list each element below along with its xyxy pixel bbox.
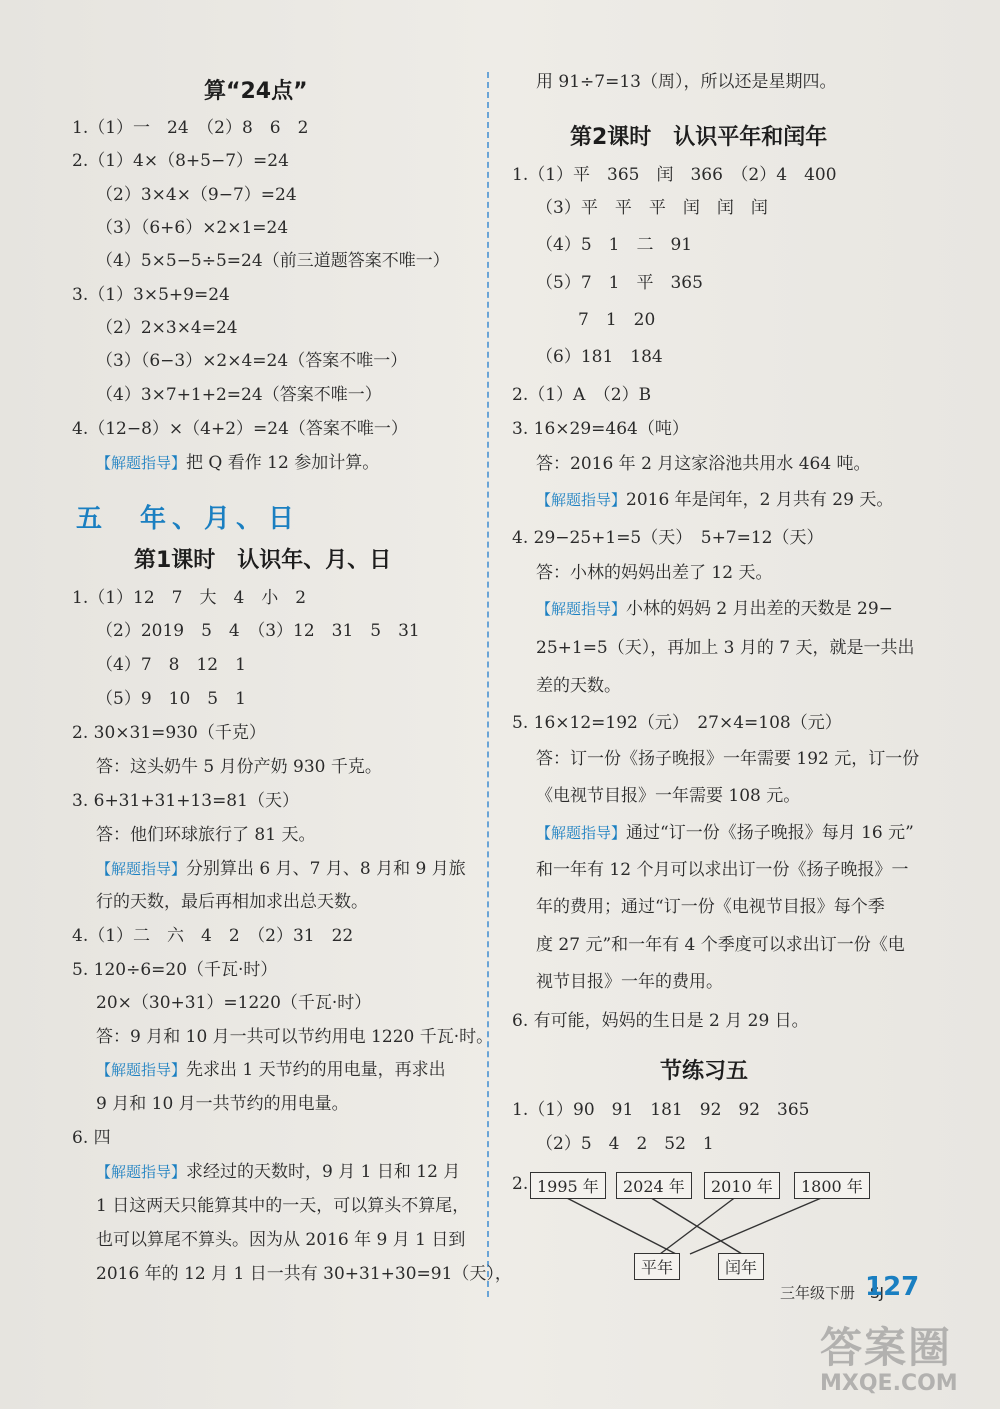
hint-text: 把 Q 看作 12 参加计算。 <box>186 453 380 473</box>
hint-text: 通过“订一份《扬子晚报》每月 16 元” <box>626 823 914 843</box>
hint-label: 【解题指导】 <box>96 1061 187 1079</box>
q2c: （3）（6+6）×2×1=24 <box>96 218 289 238</box>
l1-4: 4.（1）二 六 4 2 （2）31 22 <box>72 926 354 946</box>
lesson1-title: 第1课时 认识年、月、日 <box>134 548 392 573</box>
l1-2: 2. 30×31=930（千克） <box>72 723 266 743</box>
l1-6-hint-4: 2016 年的 12 月 1 日一共有 30+31+30=91（天）， <box>96 1264 512 1284</box>
r1c: （4）5 1 二 91 <box>536 235 693 255</box>
box-1800: 1800 年 <box>794 1172 870 1199</box>
q3c: （3）（6−3）×2×4=24（答案不唯一） <box>96 351 408 371</box>
box-2010: 2010 年 <box>704 1172 780 1199</box>
l1-6: 6. 四 <box>72 1128 111 1148</box>
r4-hint-3: 差的天数。 <box>536 676 621 696</box>
l1-5-answer: 答：9 月和 10 月一共可以节约用电 1220 千瓦·时。 <box>96 1027 494 1047</box>
hint-text: 小林的妈妈 2 月出差的天数是 29− <box>626 599 893 619</box>
q3a: 3.（1）3×5+9=24 <box>72 285 230 305</box>
r5-hint-5: 视节目报》一年的费用。 <box>536 972 723 992</box>
q4: 4.（12−8）×（4+2）=24（答案不唯一） <box>72 419 408 439</box>
page-number: 127 <box>865 1272 920 1302</box>
l1-6-hint-2: 1 日这两天只能算其中的一天，可以算头不算尾， <box>96 1196 470 1216</box>
hint-text: 2016 年是闰年，2 月共有 29 天。 <box>626 490 894 510</box>
box-2024: 2024 年 <box>616 1172 692 1199</box>
hint-label: 【解题指导】 <box>536 491 627 509</box>
q1: 1.（1）一 24 （2）8 6 2 <box>72 118 309 138</box>
r6: 6. 有可能，妈妈的生日是 2 月 29 日。 <box>512 1011 809 1031</box>
r4-answer: 答：小林的妈妈出差了 12 天。 <box>536 563 773 583</box>
hint-text: 先求出 1 天节约的用电量，再求出 <box>186 1060 446 1080</box>
watermark-logo <box>820 1315 990 1395</box>
l1-3-hint-2: 行的天数，最后再相加求出总天数。 <box>96 892 368 912</box>
q2b: （2）3×4×（9−7）=24 <box>96 185 297 205</box>
lesson2-title: 第2课时 认识平年和闰年 <box>570 125 828 150</box>
box-leap-year: 闰年 <box>718 1253 764 1280</box>
s2-label: 2. <box>512 1174 529 1194</box>
r5-answer-2: 《电视节目报》一年需要 108 元。 <box>536 786 801 806</box>
box-common-year: 平年 <box>634 1253 680 1280</box>
r1e: 7 1 20 <box>578 310 656 330</box>
q3d: （4）3×7+1+2=24（答案不唯一） <box>96 385 382 405</box>
unit-title: 五 年、月、日 <box>76 504 301 534</box>
l1-5-hint-2: 9 月和 10 月一共节约的用电量。 <box>96 1094 349 1114</box>
hint-label: 【解题指导】 <box>536 824 627 842</box>
l1-5a: 5. 120÷6=20（千瓦·时） <box>72 960 278 980</box>
r3-answer: 答：2016 年 2 月这家浴池共用水 464 吨。 <box>536 454 871 474</box>
l1-1c: （4）7 8 12 1 <box>96 655 246 675</box>
hint-label: 【解题指导】 <box>96 860 187 878</box>
section-title-practice5: 节练习五 <box>660 1059 749 1084</box>
s1b: （2）5 4 2 52 1 <box>536 1134 714 1154</box>
section-title-24: 算“24点” <box>204 79 308 104</box>
r1d: （5）7 1 平 365 <box>536 273 703 293</box>
r5-hint-3: 年的费用；通过“订一份《电视节目报》每个季 <box>536 897 885 917</box>
hint-label: 【解题指导】 <box>96 454 187 472</box>
r2: 2.（1）A （2）B <box>512 385 652 405</box>
q2d: （4）5×5−5÷5=24（前三道题答案不唯一） <box>96 251 450 271</box>
l1-3-answer: 答：他们环球旅行了 81 天。 <box>96 825 316 845</box>
hint-label: 【解题指导】 <box>96 1163 187 1181</box>
l1-1a: 1.（1）12 7 大 4 小 2 <box>72 588 307 608</box>
hint-label: 【解题指导】 <box>536 600 627 618</box>
watermark-top: 答案圈 <box>820 1323 953 1372</box>
watermark-bottom: MXQE.COM <box>820 1371 958 1396</box>
l1-1b: （2）2019 5 4 （3）12 31 5 31 <box>96 621 420 641</box>
s1a: 1.（1）90 91 181 92 92 365 <box>512 1100 810 1120</box>
q2a: 2.（1）4×（8+5−7）=24 <box>72 151 289 171</box>
hint-text: 分别算出 6 月、7 月、8 月和 9 月旅 <box>186 859 466 879</box>
r1f: （6）181 184 <box>536 347 663 367</box>
box-1995: 1995 年 <box>530 1172 606 1199</box>
r1b: （3）平 平 平 闰 闰 闰 <box>536 198 768 218</box>
r5-answer-1: 答：订一份《扬子晚报》一年需要 192 元，订一份 <box>536 749 920 769</box>
r5-hint-4: 度 27 元”和一年有 4 个季度可以求出订一份《电 <box>536 935 905 955</box>
r4-hint-2: 25+1=5（天），再加上 3 月的 7 天，就是一共出 <box>536 638 915 658</box>
l1-1d: （5）9 10 5 1 <box>96 689 246 709</box>
r1a: 1.（1）平 365 闰 366 （2）4 400 <box>512 165 837 185</box>
l1-2-answer: 答：这头奶牛 5 月份产奶 930 千克。 <box>96 757 382 777</box>
r4: 4. 29−25+1=5（天） 5+7=12（天） <box>512 528 824 548</box>
grade-label: 三年级下册 SJ <box>780 1284 884 1302</box>
l1-3: 3. 6+31+31+13=81（天） <box>72 791 299 811</box>
r3: 3. 16×29=464（吨） <box>512 419 689 439</box>
continued-line: 用 91÷7=13（周），所以还是星期四。 <box>536 72 837 92</box>
r5-hint-2: 和一年有 12 个月可以求出订一份《扬子晚报》一 <box>536 860 909 880</box>
l1-6-hint-3: 也可以算尾不算头。因为从 2016 年 9 月 1 日到 <box>96 1230 466 1250</box>
q3b: （2）2×3×4=24 <box>96 318 238 338</box>
l1-5b: 20×（30+31）=1220（千瓦·时） <box>96 993 372 1013</box>
hint-text: 求经过的天数时，9 月 1 日和 12 月 <box>186 1162 461 1182</box>
r5: 5. 16×12=192（元） 27×4=108（元） <box>512 713 842 733</box>
